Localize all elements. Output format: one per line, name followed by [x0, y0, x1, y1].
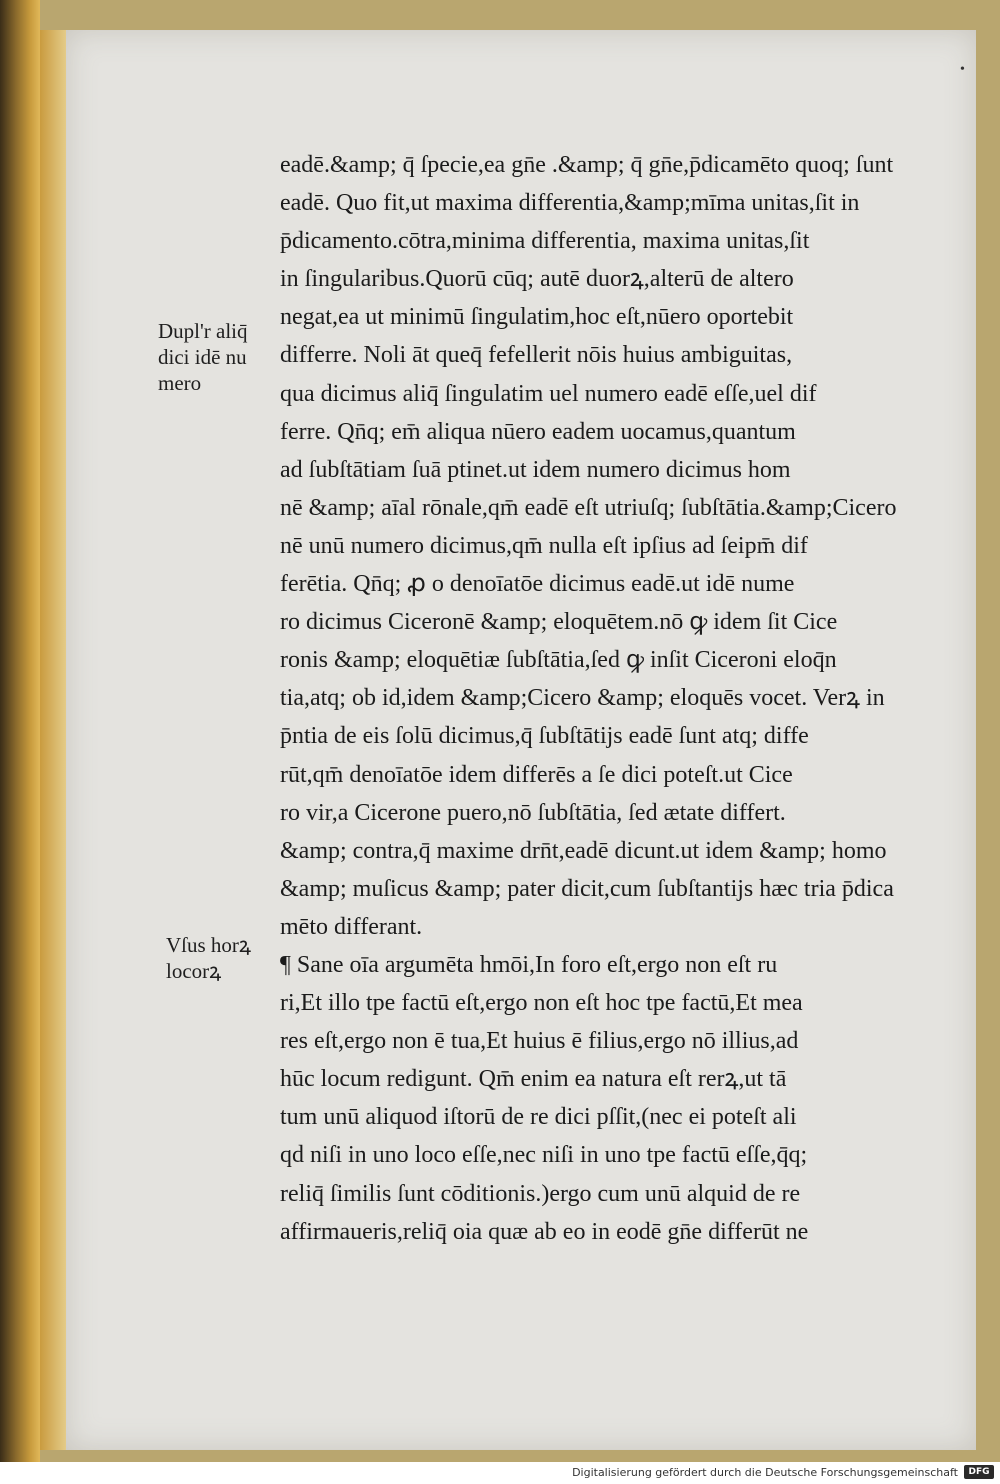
text-line: eadē.&amp; q̄ ſpecie,ea gn̄e .&amp; q̄ gn̄e,p̄dicamēto quoq; ſunt	[280, 152, 894, 178]
text-line: nē unū numero dicimus,qm̄ nulla eſt ipſius ad ſeipm̄ dif	[280, 532, 808, 559]
text-line: affirmaueris,reliq̄ oia quæ ab eo in eodē gn̄e differūt ne	[280, 1218, 809, 1245]
text-line: hūc locum redigunt. Qm̄ enim ea natura eſt rerꝝ,ut tā	[280, 1066, 787, 1093]
funding-credit: Digitalisierung gefördert durch die Deutsche Forschungsgemeinschaft	[572, 1466, 958, 1479]
text-line: res eſt,ergo non ē tua,Et huius ē filius,ergo nō illius,ad	[280, 1028, 799, 1055]
text-line: tum unū aliquod iſtorū de re dici pſſit,(nec ei poteſt ali	[280, 1104, 797, 1131]
body-text	[280, 146, 970, 1251]
text-line: tia,atq; ob id,idem &amp;Cicero &amp; eloquēs vocet. Verꝝ in	[280, 685, 885, 712]
book-binding	[0, 0, 40, 1462]
text-line: reliq̄ ſimilis ſunt cōditionis.)ergo cum unū alquid de re	[280, 1180, 801, 1207]
text-line: negat,ea ut minimū ſingulatim,hoc eſt,nūero oportebit	[280, 304, 794, 331]
text-line: ronis &amp; eloquētiæ ſubſtātia,ſed ꝙ inſit Ciceroni eloq̄n	[280, 647, 837, 674]
margin-note-duplex	[158, 318, 248, 396]
margin-note-line: dici idē nu	[158, 345, 247, 369]
text-line: ro dicimus Ciceronē &amp; eloquētem.nō ꝙ idem ſit Cice	[280, 609, 838, 636]
margin-note-usus	[166, 932, 251, 984]
text-line: qua dicimus aliq̄ ſingulatim uel numero eadē eſſe,uel dif	[280, 380, 817, 407]
text-line: ad ſubſtātiam ſuā ptinet.ut idem numero dicimus hom	[280, 456, 791, 483]
page-edge	[40, 30, 68, 1450]
margin-note-line: locorꝝ	[166, 959, 222, 983]
margin-note-line: mero	[158, 371, 202, 395]
text-line: ¶ Sane oīa argumēta hmōi,In foro eſt,ergo non eſt ru	[280, 951, 778, 978]
margin-note-line: Dupl'r aliq̄	[158, 319, 248, 343]
text-line: ferre. Qn̄q; em̄ aliqua nūero eadem uocamus,quantum	[280, 418, 796, 445]
text-line: mēto differant.	[280, 913, 423, 940]
text-line: eadē. Quo fit,ut maxima differentia,&amp;mīma unitas,ſit in	[280, 190, 860, 217]
text-line: nē &amp; aīal rōnale,qm̄ eadē eſt utriuſq; ſubſtātia.&amp;Cicero	[280, 494, 897, 521]
corner-mark: •	[960, 62, 965, 77]
text-line: ferētia. Qn̄q; ꝓ o denoīatōe dicimus eadē.ut idē nume	[280, 571, 795, 598]
text-line: rūt,qm̄ denoīatōe idem differēs a ſe dici poteſt.ut Cice	[280, 761, 793, 788]
text-line: p̄ntia de eis ſolū dicimus,q̄ ſubſtātijs eadē ſunt atq; diffe	[280, 723, 809, 750]
margin-note-line: Vſus horꝝ	[166, 933, 252, 957]
text-line: &amp; contra,q̄ maxime drn̄t,eadē dicunt.ut idem &amp; homo	[280, 837, 887, 864]
text-line: ro vir,a Cicerone puero,nō ſubſtātia, ſed ætate differt.	[280, 799, 786, 826]
text-line: qd niſi in uno loco eſſe,nec niſi in uno tpe factū eſſe,q̄q;	[280, 1142, 808, 1169]
dfg-logo: DFG	[964, 1465, 994, 1479]
text-line: p̄dicamento.cōtra,minima differentia, maxima unitas,ſit	[280, 228, 810, 255]
text-line: in ſingularibus.Quorū cūq; autē duorꝝ,alterū de altero	[280, 266, 794, 293]
text-line: differre. Noli āt queq̄ fefellerit nōis huius ambiguitas,	[280, 342, 793, 369]
text-line: &amp; muſicus &amp; pater dicit,cum ſubſtantijs hæc tria p̄dica	[280, 875, 894, 902]
text-line: ri,Et illo tpe factū eſt,ergo non eſt hoc tpe factū,Et mea	[280, 990, 803, 1017]
